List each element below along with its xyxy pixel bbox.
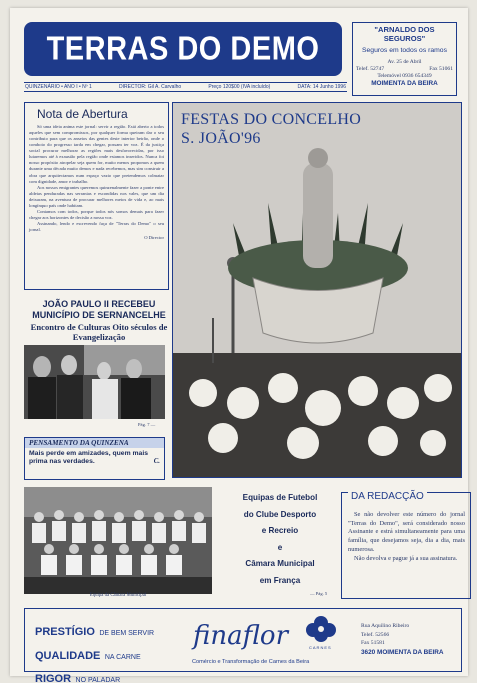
issue-date: DATA: 14 Junho 1996 — [297, 84, 346, 90]
equipas-line: em França — [259, 575, 301, 585]
equipas-line: Câmara Municipal — [245, 559, 315, 569]
team-caption: Equipa da Câmara Municipal — [89, 593, 147, 598]
redaccao-paragraph: Se não devolver este número do jornal "Terras do Demo", será considerado nosso Assinante e estrá simultaneamente para uma família, que desejamos seja, dia a dia, mais numerosa. — [348, 511, 465, 553]
equipas-line: e Recreio — [261, 526, 299, 536]
address-telef: Telef. 52566 — [361, 631, 390, 638]
ad-fax: Fax 51061 — [429, 66, 453, 73]
brand-small: CARNES — [309, 645, 332, 650]
nota-signature: O Director — [144, 235, 164, 241]
brand-subtitle: Comércio e Transformação de Carnes da Beira — [192, 659, 310, 665]
redaccao-title: DA REDACÇÃO — [348, 491, 427, 502]
slogan-big: RIGOR — [35, 673, 72, 683]
ad-telef: Telef. 52747 — [356, 66, 385, 73]
address-town: 3620 MOIMENTA DA BEIRA — [361, 648, 444, 656]
festas-title-line2: S. JOÃO'96 — [181, 129, 261, 147]
brand-name: finaflor — [193, 621, 289, 651]
ad-town: MOIMENTA DA BEIRA — [371, 80, 438, 88]
equipas-line: Equipas de Futebol — [242, 493, 318, 502]
pensamento-title: PENSAMENTO DA QUINZENA — [25, 438, 164, 448]
redaccao-paragraph: Não devolva e pague já a sua assinatura. — [354, 554, 458, 562]
finaflor-address — [361, 622, 444, 658]
slogan-big: PRESTÍGIO — [35, 626, 95, 638]
equipas-headline[interactable] — [230, 490, 330, 589]
newspaper-page — [10, 8, 468, 683]
slogan-small: NO PALADAR — [75, 677, 121, 683]
redaccao-body — [348, 511, 465, 563]
issue-number: QUINZENÁRIO • ANO I • Nº 1 — [25, 84, 92, 90]
price: Preço 120$00 (IVA incluído) — [208, 84, 271, 90]
equipas-page-ref[interactable]: — Pág. 5 — [310, 591, 328, 596]
equipas-line: do Clube Desporto — [243, 509, 317, 519]
equipas-line: e — [277, 542, 283, 552]
pope-meeting-photo — [24, 345, 165, 419]
ad-mobile: Telemóvel 0936 654349 — [377, 73, 432, 80]
ad-address: Av. 25 de Abril — [387, 59, 422, 66]
nota-paragraph: Assinando, lendo e escrevendo faça de "Terras do Demo" o seu jornal. — [29, 221, 164, 233]
jp-headline[interactable]: JOÃO PAULO II RECEBEU MUNICÍPIO DE SERNANCELHE — [32, 299, 166, 321]
quote-text: Mais perde em amizades, quem mais prima nas verdades. — [29, 450, 148, 466]
flower-icon — [301, 615, 341, 647]
nota-paragraph: Aos nossos emigrantes queremos quinzenalmente fazer a ponte entre aldeias penduradas nas serranias e escondidas nos vales, que um dia deixaram, na aventura de procurar melhores meios de vida e, ao mais longínquo país onde habitam. — [29, 184, 164, 208]
team-photo — [24, 487, 212, 594]
nota-body — [29, 124, 164, 233]
quote-initial: C. — [153, 458, 160, 466]
festas-photo — [173, 103, 462, 478]
pensamento-quote — [25, 448, 164, 469]
director: DIRECTOR: Gil A. Carvalho — [118, 84, 182, 90]
nota-de-abertura — [24, 102, 169, 290]
da-redaccao-box — [341, 492, 471, 599]
festas-title[interactable] — [181, 111, 361, 149]
festas-feature — [172, 102, 462, 478]
slogan-big: QUALIDADE — [35, 649, 101, 662]
finaflor-slogans — [35, 619, 154, 683]
jp-page-ref[interactable]: Pág. 7 — — [138, 422, 156, 427]
address-fax: Fax 51581 — [361, 640, 385, 647]
nota-paragraph: Contamos com todos, porque todos nós somos demais para fazer chegar aos horizontes de decisão a nossa voz. — [29, 208, 164, 220]
ad-tagline: Seguros em todos os ramos — [361, 46, 447, 54]
pensamento-box — [24, 437, 165, 480]
finaflor-ad — [24, 608, 462, 683]
slogan-small: NA CARNE — [104, 653, 141, 661]
nota-title: Nota de Abertura — [37, 107, 128, 121]
finaflor-logo — [193, 621, 288, 651]
nota-paragraph: Só uma ideia anima este jornal: servir a região. Está aberto a todos aqueles que sem compromissos, por qualquer forma queiram dar o seu contributo para que os anseios das gentes deste interior beirão, onde o comboio do progresso tarda em chegar, possam ter voz. É da justiça social procurar melhorar as regiões mais desfavorecidas, por isso lutaremos até à exaustão pela região onde estamos inseridos. Nunca foi nosso propósito atropelar seja quem for, muito menos propomos a quem durante uma década muito demos e nada recebemos, mas sim construir a obra que arquitectamos num espaço vazio que pretendemos colmatar com dignidade, amor e trabalho. — [29, 124, 164, 184]
festas-title-line1: FESTAS DO CONCELHO — [181, 111, 362, 128]
slogan-small: DE BEM SERVIR — [99, 630, 155, 637]
address-street: Rua Aquilino Ribeiro — [361, 623, 410, 629]
issue-info-bar — [24, 82, 347, 92]
masthead-title: TERRAS DO DEMO — [46, 30, 320, 67]
jp-subhead: Encontro de Culturas Oito séculos de Evangelização — [30, 322, 168, 343]
insurance-ad — [352, 22, 457, 96]
masthead — [24, 22, 342, 76]
ad-name: "ARNALDO DOS SEGUROS" — [374, 25, 435, 44]
